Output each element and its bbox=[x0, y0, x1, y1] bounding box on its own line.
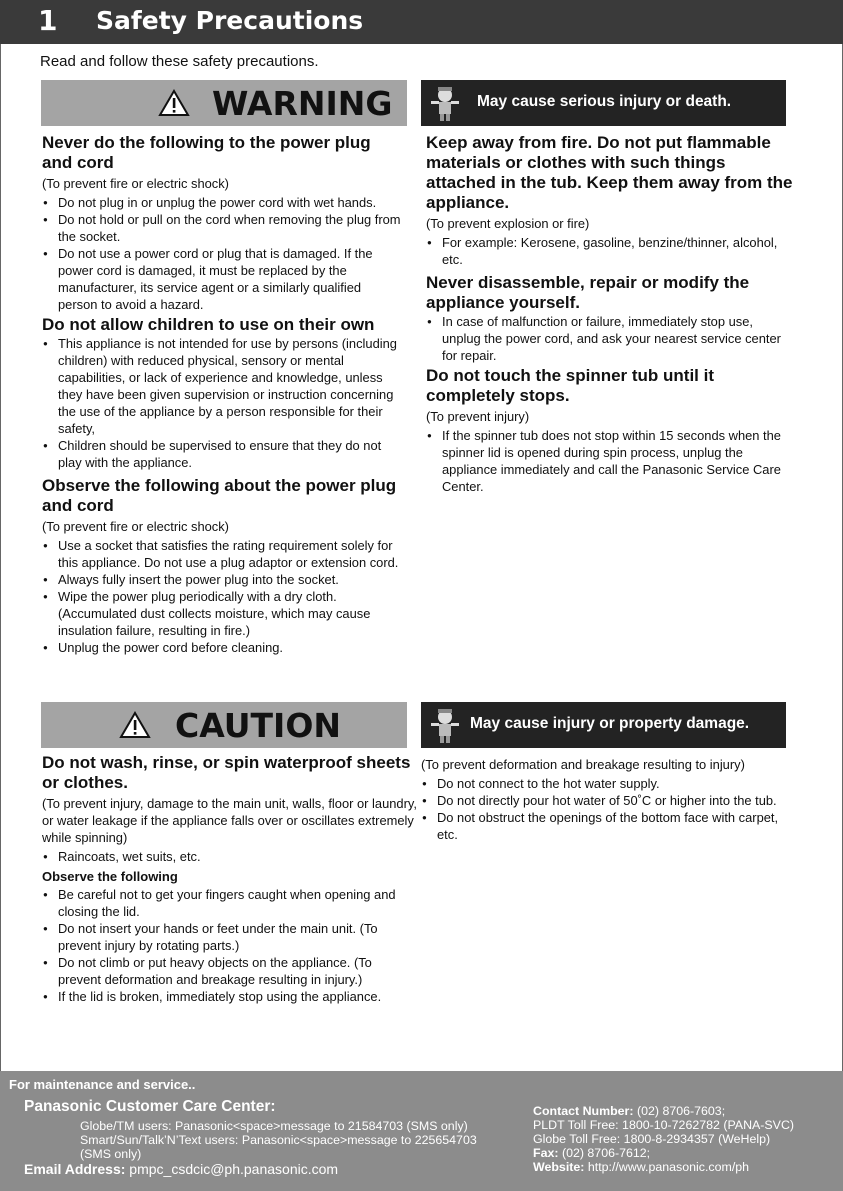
list-hot-water bbox=[421, 775, 786, 843]
sms-line-globe: Globe/TM users: Panasonic<space>message to 21584703 (SMS only) bbox=[80, 1119, 468, 1133]
list-disassemble bbox=[426, 313, 794, 364]
caution-mascot-icon bbox=[427, 706, 463, 744]
warning-message-banner bbox=[421, 80, 786, 126]
heading-children: Do not allow children to use on their own bbox=[42, 315, 375, 334]
website-row bbox=[533, 1160, 794, 1174]
list-item: ● Do not connect to the hot water supply. bbox=[421, 775, 786, 792]
globe-toll-free: Globe Toll Free: 1800-8-2934357 (WeHelp) bbox=[533, 1132, 771, 1146]
email-address[interactable]: pmpc_csdcic@ph.panasonic.com bbox=[129, 1161, 339, 1177]
list-item: ● For example: Kerosene, gasoline, benzine/thinner, alcohol, etc. bbox=[426, 234, 794, 268]
contact-label: Contact Number: bbox=[533, 1104, 634, 1118]
list-item: ● Do not obstruct the openings of the bottom face with carpet, etc. bbox=[421, 809, 786, 843]
list-fire bbox=[426, 234, 794, 268]
warning-left-column bbox=[42, 133, 402, 658]
sms-line-note: (SMS only) bbox=[80, 1147, 142, 1161]
website-label: Website: bbox=[533, 1160, 585, 1174]
footer-title: For maintenance and service.. bbox=[9, 1077, 196, 1092]
service-footer bbox=[0, 1071, 843, 1191]
contact-number: (02) 8706-7603; bbox=[636, 1104, 726, 1118]
list-item: ● This appliance is not intended for use by persons (including children) with reduced physical, sensory or mental capabilities, or lack of experience and knowledge, unless they have been given supervision or instruction concerning the use of the appliance by a person responsible for their safety, bbox=[42, 335, 402, 437]
pldt-toll-free: PLDT Toll Free: 1800-10-7262782 (PANA-SVC) bbox=[533, 1118, 795, 1132]
list-item: ● Do not directly pour hot water of 50˚C or higher into the tub. bbox=[421, 792, 786, 809]
contact-info bbox=[533, 1104, 794, 1174]
list-item: ● In case of malfunction or failure, immediately stop use, unplug the power cord, and ask your nearest service center for repair. bbox=[426, 313, 794, 364]
heading-spinner-tub: Do not touch the spinner tub until it completely stops. bbox=[426, 366, 715, 405]
list-item: ● Children should be supervised to ensure that they do not play with the appliance. bbox=[42, 437, 402, 471]
list-observe bbox=[42, 886, 417, 1005]
list-item: ● Wipe the power plug periodically with a dry cloth. (Accumulated dust collects moisture, which may cause insulation failure, resulting in fire.) bbox=[42, 588, 402, 639]
list-power-plug bbox=[42, 194, 402, 313]
heading-waterproof: Do not wash, rinse, or spin waterproof sheets or clothes. bbox=[42, 753, 411, 792]
note-deformation: (To prevent deformation and breakage resulting to injury) bbox=[421, 757, 745, 772]
website-link[interactable]: http://www.panasonic.com/ph bbox=[587, 1160, 750, 1174]
email-label: Email Address: bbox=[24, 1161, 126, 1177]
list-spinner-tub bbox=[426, 427, 794, 495]
list-item: ● Do not insert your hands or feet under the main unit. (To prevent injury by rotating parts.) bbox=[42, 920, 417, 954]
note-injury: (To prevent injury) bbox=[426, 409, 530, 424]
caution-message-banner bbox=[421, 702, 786, 748]
caution-mascot-icon bbox=[427, 84, 463, 122]
warning-banner bbox=[41, 80, 407, 126]
warning-triangle-icon bbox=[119, 711, 151, 739]
list-item: ● Do not use a power cord or plug that is damaged. If the power cord is damaged, it must be replaced by the manufacturer, its service agent or a similarly qualified person to avoid a hazard. bbox=[42, 245, 402, 313]
note-fire-shock-2: (To prevent fire or electric shock) bbox=[42, 519, 229, 534]
section-header bbox=[0, 0, 843, 44]
caution-right-column bbox=[421, 754, 786, 845]
sms-line-smart: Smart/Sun/Talk’N’Text users: Panasonic<space>message to 225654703 bbox=[80, 1133, 477, 1147]
list-waterproof bbox=[42, 848, 417, 865]
note-explosion-fire: (To prevent explosion or fire) bbox=[426, 216, 590, 231]
fax-label: Fax: bbox=[533, 1146, 559, 1160]
heading-fire: Keep away from fire. Do not put flammable materials or clothes with such things attached in the tub. Keep them away from the appliance. bbox=[426, 133, 793, 212]
email-row bbox=[24, 1162, 338, 1176]
section-title: Safety Precautions bbox=[96, 6, 364, 35]
list-item: ● Unplug the power cord before cleaning. bbox=[42, 639, 402, 656]
list-item: ● Be careful not to get your fingers caught when opening and closing the lid. bbox=[42, 886, 417, 920]
section-number: 1 bbox=[38, 4, 58, 37]
list-children bbox=[42, 335, 402, 471]
list-observe-power-plug bbox=[42, 537, 402, 656]
list-item: ● Do not hold or pull on the cord when removing the plug from the socket. bbox=[42, 211, 402, 245]
warning-label: WARNING bbox=[212, 84, 393, 123]
caution-message: May cause injury or property damage. bbox=[470, 715, 750, 732]
heading-observe-power-plug: Observe the following about the power plug and cord bbox=[42, 476, 397, 515]
note-damage: (To prevent injury, damage to the main unit, walls, floor or laundry, or water leakage if the appliance falls over or oscillates extremely while spinning) bbox=[42, 796, 417, 845]
fax-number: (02) 8706-7612; bbox=[561, 1146, 651, 1160]
caution-banner bbox=[41, 702, 407, 748]
caution-left-column bbox=[42, 753, 417, 1007]
warning-message: May cause serious injury or death. bbox=[477, 93, 732, 110]
care-center-title: Panasonic Customer Care Center: bbox=[24, 1098, 276, 1115]
heading-observe: Observe the following bbox=[42, 869, 178, 884]
fax-row bbox=[533, 1146, 794, 1160]
list-item: ● Do not climb or put heavy objects on the appliance. (To prevent deformation and breakage resulting in injury.) bbox=[42, 954, 417, 988]
warning-right-column bbox=[426, 133, 794, 497]
list-item: ● Raincoats, wet suits, etc. bbox=[42, 848, 417, 865]
heading-disassemble: Never disassemble, repair or modify the appliance yourself. bbox=[426, 273, 750, 312]
list-item: ● If the lid is broken, immediately stop using the appliance. bbox=[42, 988, 417, 1005]
contact-number-row bbox=[533, 1104, 794, 1118]
list-item: ● Do not plug in or unplug the power cord with wet hands. bbox=[42, 194, 402, 211]
list-item: ● If the spinner tub does not stop within 15 seconds when the spinner lid is opened during spin process, unplug the appliance immediately and call the Panasonic Service Care Center. bbox=[426, 427, 794, 495]
list-item: ● Always fully insert the power plug into the socket. bbox=[42, 571, 402, 588]
caution-label: CAUTION bbox=[175, 706, 341, 745]
warning-triangle-icon bbox=[158, 89, 190, 117]
note-fire-shock: (To prevent fire or electric shock) bbox=[42, 176, 229, 191]
heading-power-plug-cord: Never do the following to the power plug and cord bbox=[42, 133, 371, 172]
list-item: ● Use a socket that satisfies the rating requirement solely for this appliance. Do not use a plug adaptor or extension cord. bbox=[42, 537, 402, 571]
intro-text: Read and follow these safety precautions. bbox=[40, 53, 319, 70]
sms-info bbox=[80, 1119, 477, 1161]
